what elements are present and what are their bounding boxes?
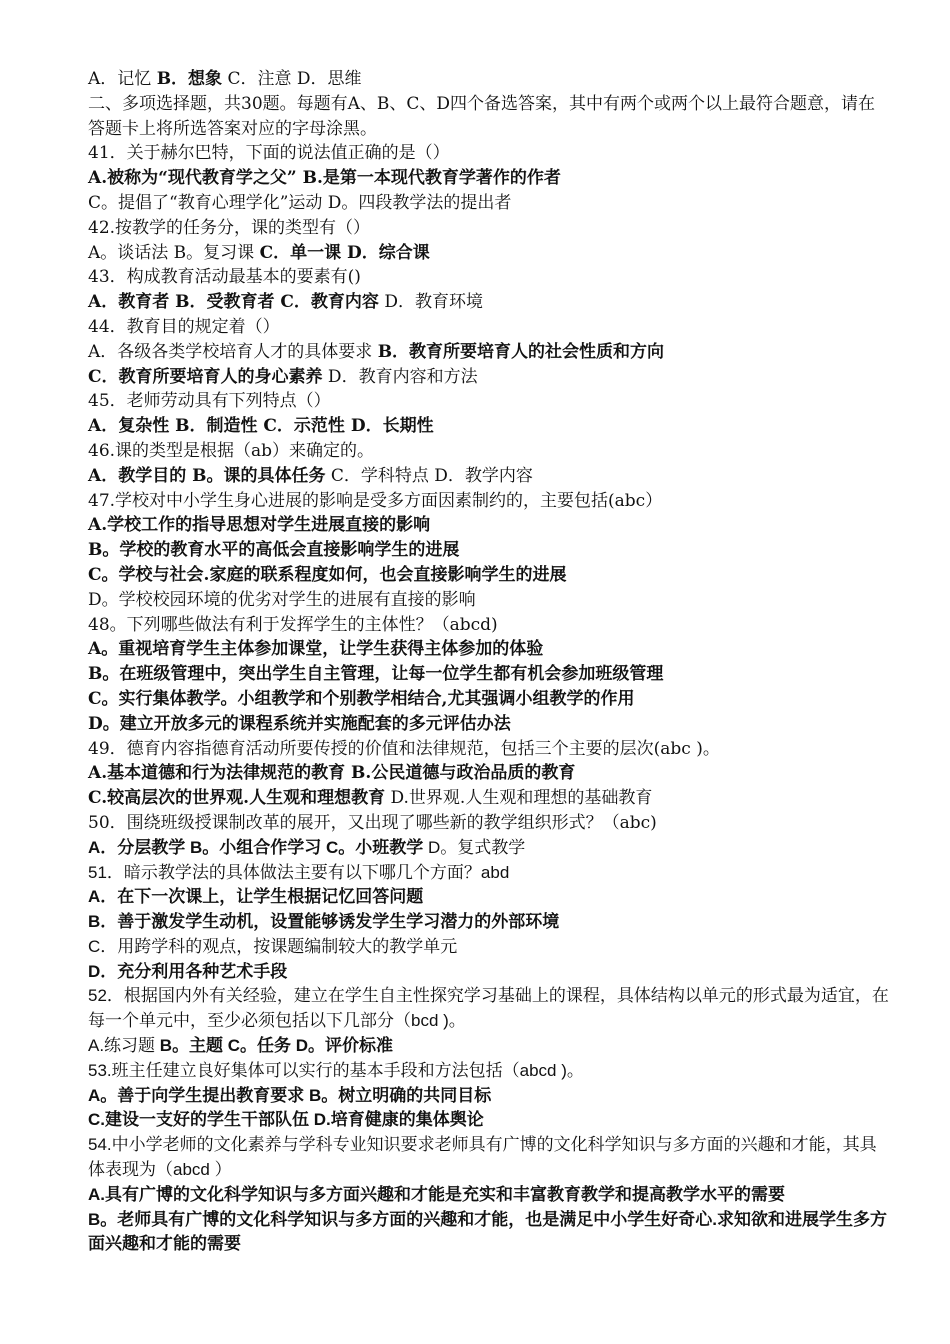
text-segment: B。老师具有广博的文化科学知识与多方面的兴趣和才能，也是满足中小学生好奇心.求知欲和进展学生多方面兴趣和才能的需要	[88, 1209, 887, 1254]
text-segment: A.被称为“现代教育学之父” B.是第一本现代教育学著作的作者	[88, 168, 561, 189]
text-segment: C。提倡了“教育心理学化”运动 D。四段教学法的提出者	[88, 192, 512, 213]
text-line	[88, 513, 890, 538]
text-segment: A.练习题	[88, 1036, 156, 1056]
text-line	[88, 910, 890, 935]
text-segment: D．教育环境	[378, 292, 483, 313]
text-segment: D．充分利用各种艺术手段	[88, 961, 288, 981]
text-line	[88, 935, 890, 960]
text-segment: 二、多项选择题，共30题。每题有A、B、C、D四个备选答案，其中有两个或两个以上最符合题意，请在答题卡上将所选答案对应的字母涂黑。	[88, 93, 876, 139]
text-segment: B。在班级管理中，突出学生自主管理，让每一位学生都有机会参加班级管理	[88, 664, 664, 685]
text-line	[88, 414, 890, 439]
text-segment: A．在下一次课上，让学生根据记忆回答问题	[88, 887, 424, 907]
text-segment: C．单一课 D．综合课	[259, 242, 430, 263]
text-line	[88, 563, 890, 588]
text-line	[88, 761, 890, 786]
text-segment: 41．关于赫尔巴特，下面的说法值正确的是（）	[88, 143, 450, 164]
text-line	[88, 687, 890, 712]
text-segment: C.较高层次的世界观.人生观和理想教育	[88, 788, 386, 809]
text-segment: B。主题 C。任务 D。评价标准	[155, 1036, 394, 1056]
text-line	[88, 265, 890, 290]
text-line	[88, 464, 890, 489]
text-line	[88, 340, 890, 365]
text-segment: 44．教育目的规定着（）	[88, 316, 280, 337]
text-segment: D．教育内容和方法	[322, 366, 478, 387]
text-segment: D。学校校园环境的优劣对学生的进展有直接的影响	[88, 589, 476, 610]
text-segment: A。重视培育学生主体参加课堂，让学生获得主体参加的体验	[88, 639, 544, 660]
text-segment: A．记忆	[88, 69, 157, 89]
text-segment: A．教学目的 B。课的具体任务	[88, 465, 326, 486]
text-line	[88, 811, 890, 836]
text-line	[88, 389, 890, 414]
text-line	[88, 712, 890, 737]
text-segment: C．用跨学科的观点，按课题编制较大的教学单元	[88, 936, 458, 956]
text-line	[88, 1133, 890, 1183]
text-segment: A。善于向学生提出教育要求 B。树立明确的共同目标	[88, 1085, 492, 1105]
text-line	[88, 1084, 890, 1109]
text-segment: C。实行集体教学。小组教学和个别教学相结合,尤其强调小组教学的作用	[88, 688, 635, 709]
text-line	[88, 439, 890, 464]
text-segment: A.基本道德和行为法律规范的教育 B.公民道德与政治品质的教育	[88, 763, 576, 784]
text-segment: C．注意 D．思维	[222, 69, 362, 89]
text-segment: 49．德育内容指德育活动所要传授的价值和法律规范，包括三个主要的层次(abc )。	[88, 738, 720, 759]
text-line	[88, 191, 890, 216]
text-segment: B。学校的教育水平的高低会直接影响学生的进展	[88, 540, 460, 561]
text-line	[88, 1183, 890, 1208]
text-line	[88, 538, 890, 563]
text-segment: 47.学校对中小学生身心进展的影响是受多方面因素制约的，主要包括(abc）	[88, 490, 663, 511]
text-line	[88, 588, 890, 613]
text-segment: A．分层教学 B。小组合作学习 C。小班教学	[88, 837, 424, 857]
text-segment: D。建立开放多元的课程系统并实施配套的多元评估办法	[88, 713, 511, 734]
text-line	[88, 67, 890, 92]
text-line	[88, 637, 890, 662]
text-line	[88, 885, 890, 910]
text-segment: C。学校与社会.家庭的联系程度如何，也会直接影响学生的进展	[88, 564, 567, 585]
text-segment: 50．围绕班级授课制改革的展开，又出现了哪些新的教学组织形式？（abc)	[88, 812, 657, 833]
text-segment: D。复式教学	[423, 837, 526, 857]
text-line	[88, 1059, 890, 1084]
text-line	[88, 613, 890, 638]
text-segment: A.具有广博的文化科学知识与多方面兴趣和才能是充实和丰富教育教学和提高教学水平的需要	[88, 1184, 785, 1204]
text-segment: A.学校工作的指导思想对学生进展直接的影响	[88, 515, 431, 536]
text-line	[88, 960, 890, 985]
text-line	[88, 290, 890, 315]
text-segment: A。谈话法 B。复习课	[88, 242, 260, 263]
text-segment: A．各级各类学校培育人才的具体要求	[88, 341, 378, 362]
text-line	[88, 836, 890, 861]
text-segment: B．教育所要培育人的社会性质和方向	[377, 341, 665, 362]
text-segment: B．善于激发学生动机，设置能够诱发学生学习潜力的外部环境	[88, 912, 560, 932]
text-segment: 51．暗示教学法的具体做法主要有以下哪几个方面？abd	[88, 862, 510, 882]
text-line	[88, 315, 890, 340]
document-body	[88, 67, 890, 1257]
text-segment: 48。下列哪些做法有利于发挥学生的主体性？（abcd)	[88, 614, 498, 635]
text-segment: A．教育者 B．受教育者 C．教育内容	[88, 292, 379, 313]
text-line	[88, 241, 890, 266]
text-line	[88, 1208, 890, 1258]
text-line	[88, 141, 890, 166]
text-line	[88, 365, 890, 390]
text-segment: 42.按教学的任务分，课的类型有（）	[88, 217, 371, 238]
text-segment: C．学科特点 D．教学内容	[325, 465, 533, 486]
text-line	[88, 737, 890, 762]
text-segment: 53.班主任建立良好集体可以实行的基本手段和方法包括（abcd )。	[88, 1060, 584, 1080]
text-line	[88, 166, 890, 191]
text-segment: 45．老师劳动具有下列特点（）	[88, 391, 331, 412]
text-line	[88, 984, 890, 1034]
text-line	[88, 489, 890, 514]
text-segment: 52．根据国内外有关经验，建立在学生自主性探究学习基础上的课程，具体结构以单元的形式最为适宜，在每一个单元中，至少必须包括以下几部分（bcd )。	[88, 986, 889, 1031]
text-line	[88, 662, 890, 687]
text-line	[88, 92, 890, 142]
text-segment: C．教育所要培育人的身心素养	[88, 366, 323, 387]
text-segment: 46.课的类型是根据（ab）来确定的。	[88, 440, 375, 461]
text-segment: 43．构成教育活动最基本的要素有()	[88, 267, 361, 288]
text-line	[88, 786, 890, 811]
text-segment: A．复杂性 B．制造性 C．示范性 D．长期性	[88, 416, 434, 437]
text-line	[88, 1034, 890, 1059]
text-line	[88, 216, 890, 241]
text-segment: B．想象	[156, 69, 223, 89]
text-line	[88, 861, 890, 886]
text-segment: C.建设一支好的学生干部队伍 D.培育健康的集体舆论	[88, 1110, 484, 1130]
text-segment: D.世界观.人生观和理想的基础教育	[385, 788, 653, 809]
text-line	[88, 1108, 890, 1133]
text-segment: 54.中小学老师的文化素养与学科专业知识要求老师具有广博的文化科学知识与多方面的兴趣和才能，其具体表现为（abcd ）	[88, 1135, 877, 1180]
